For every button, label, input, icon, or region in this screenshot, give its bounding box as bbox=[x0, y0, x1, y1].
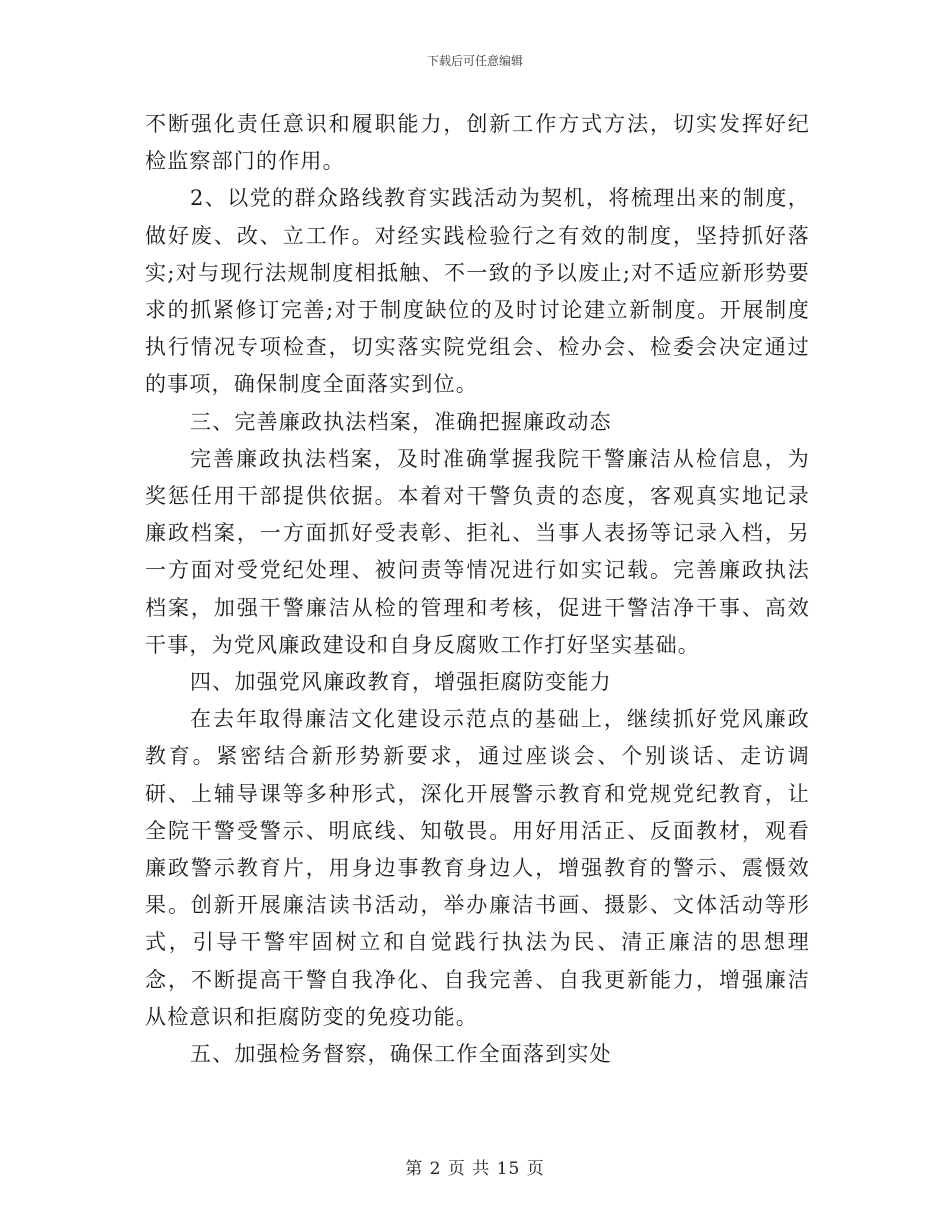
page-number: 第 2 页 共 15 页 bbox=[405, 1159, 545, 1179]
page-header: 下载后可任意编辑 bbox=[426, 54, 523, 68]
section-heading-3: 三、完善廉政执法档案，准确把握廉政动态 bbox=[190, 409, 612, 434]
paragraph-continuation: 不断强化责任意识和履职能力，创新工作方式方法，切实发挥好纪检监察部门的作用。 bbox=[145, 112, 810, 174]
paragraph-section-3: 完善廉政执法档案，及时准确掌握我院干警廉洁从检信息，为奖惩任用干部提供依据。本着对干警负责的态度，客观真实地记录廉政档案，一方面抓好受表彰、拒礼、当事人表扬等记录入档，另一方面对受党纪处理、被问责等情况进行如实记载。完善廉政执法档案，加强干警廉洁从检的管理和考核，促进干警洁净干事、高效干事，为党风廉政建设和自身反腐败工作打好坚实基础。 bbox=[145, 446, 810, 657]
document-body bbox=[145, 106, 810, 1073]
paragraph-item-2: 2、以党的群众路线教育实践活动为契机，将梳理出来的制度，做好废、改、立工作。对经实践检验行之有效的制度，坚持抓好落实;对与现行法规制度相抵触、不一致的予以废止;对不适应新形势要求的抓紧修订完善;对于制度缺位的及时讨论建立新制度。开展制度执行情况专项检查，切实落实院党组会、检办会、检委会决定通过的事项，确保制度全面落实到位。 bbox=[145, 186, 810, 397]
section-heading-5: 五、加强检务督察，确保工作全面落到实处 bbox=[190, 1042, 612, 1067]
paragraph-section-4: 在去年取得廉洁文化建设示范点的基础上，继续抓好党风廉政教育。紧密结合新形势新要求，通过座谈会、个别谈话、走访调研、上辅导课等多种形式，深化开展警示教育和党规党纪教育，让全院干警受警示、明底线、知敬畏。用好用活正、反面教材，观看廉政警示教育片，用身边事教育身边人，增强教育的警示、震慑效果。创新开展廉洁读书活动，举办廉洁书画、摄影、文体活动等形式，引导干警牢固树立和自觉践行执法为民、清正廉洁的思想理念，不断提高干警自我净化、自我完善、自我更新能力，增强廉洁从检意识和拒腐防变的免疫功能。 bbox=[145, 707, 810, 1029]
section-heading-4: 四、加强党风廉政教育，增强拒腐防变能力 bbox=[190, 670, 612, 695]
